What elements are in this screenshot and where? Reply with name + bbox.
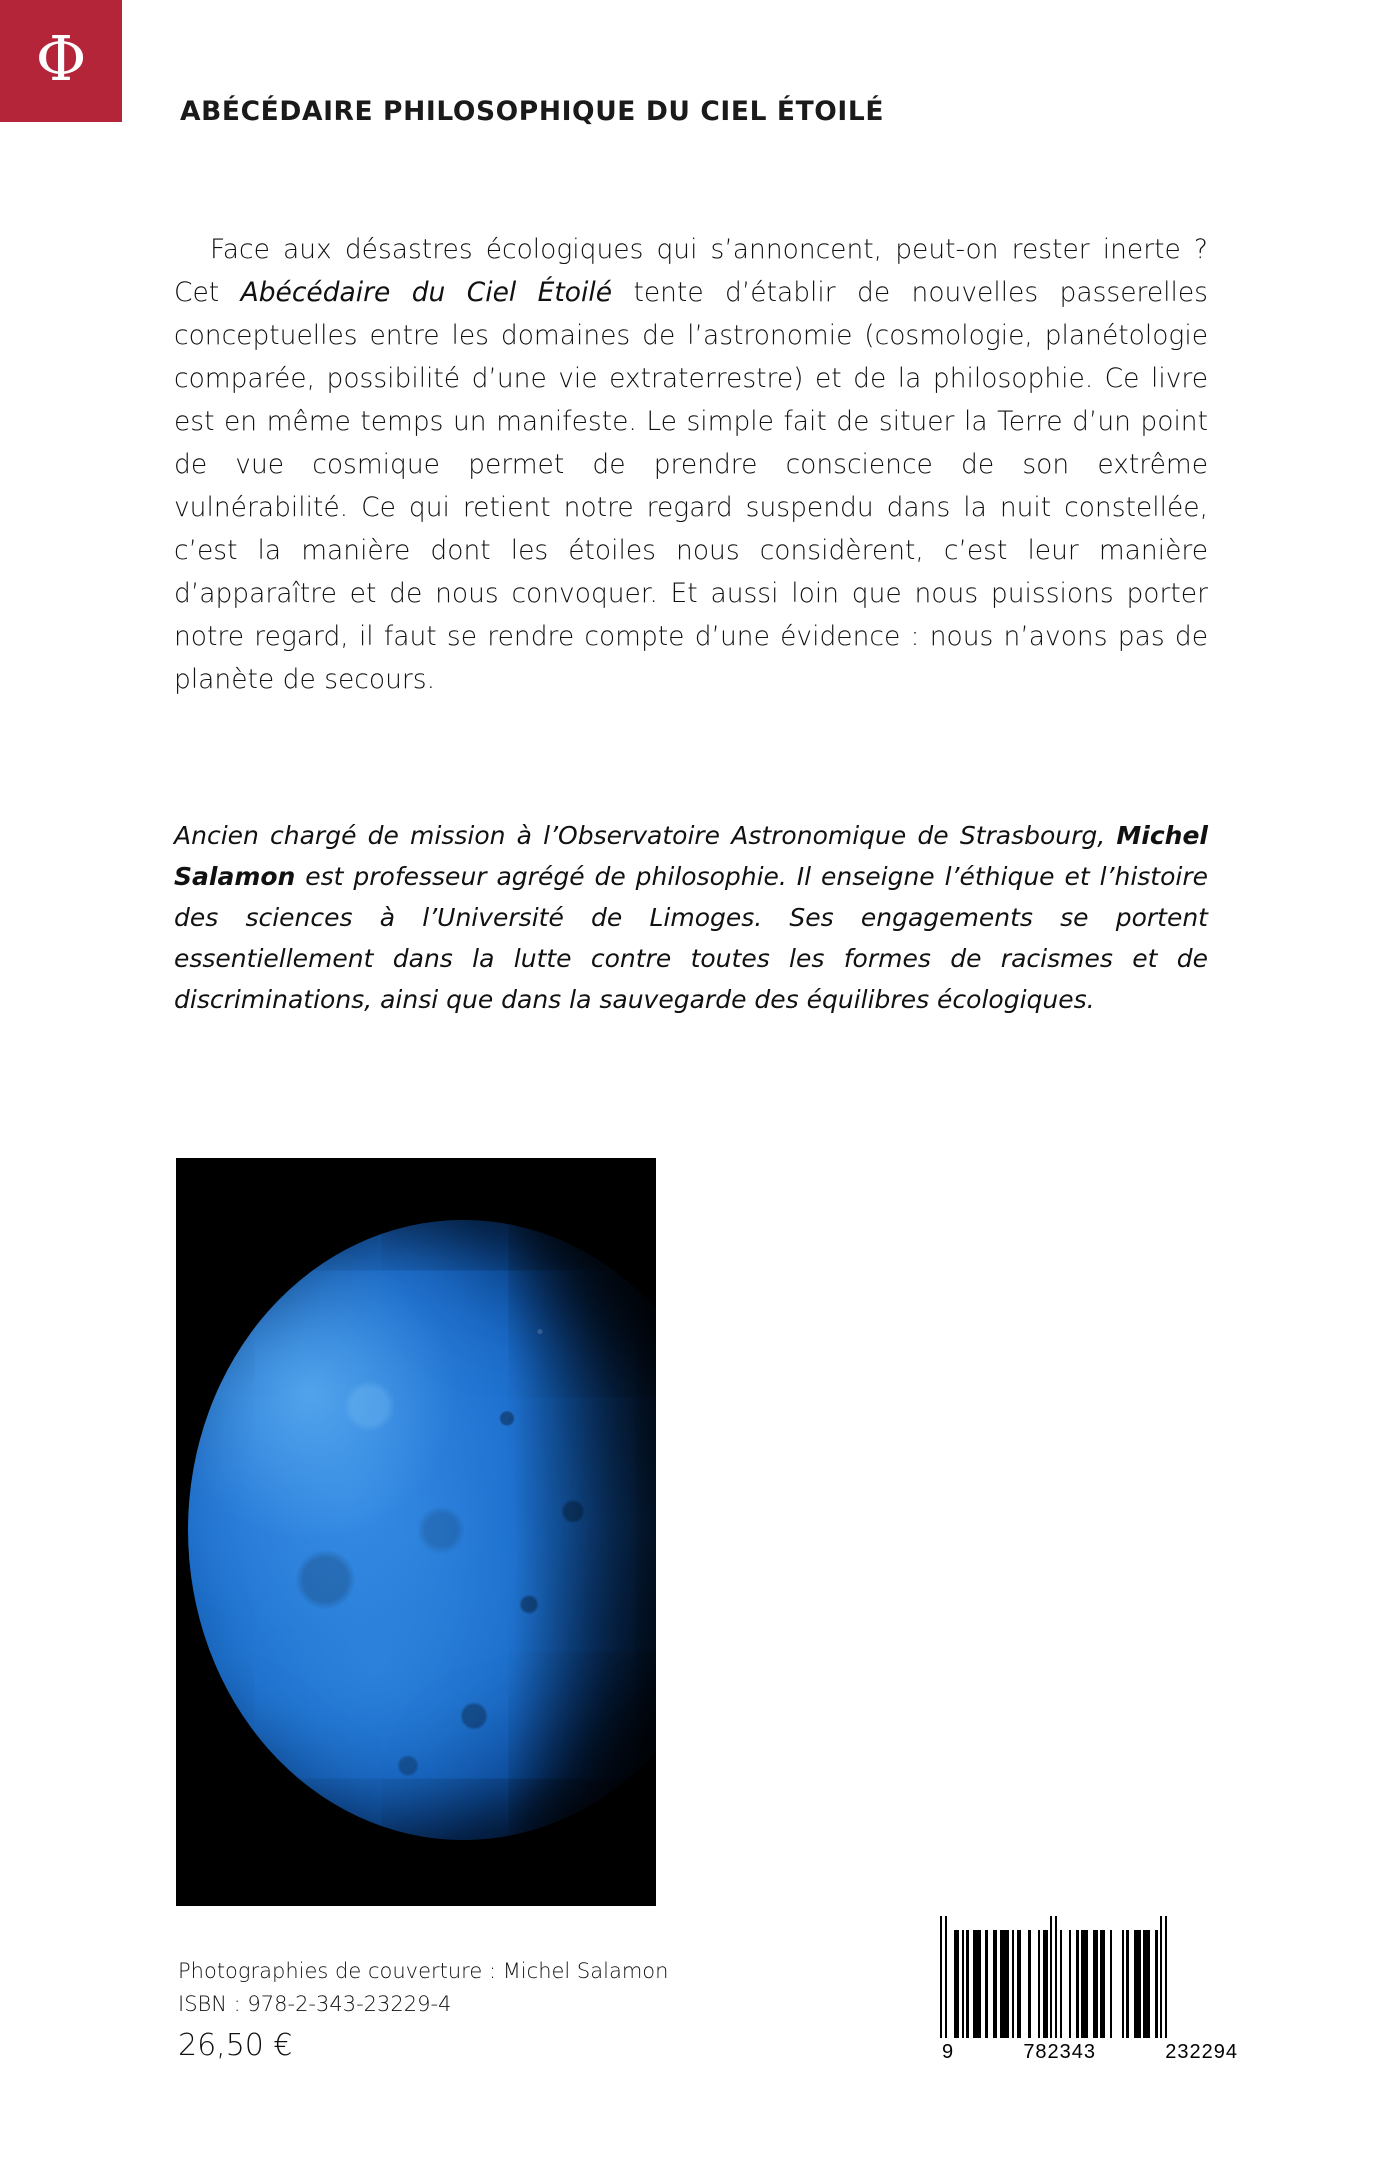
blurb-paragraph [174,228,1208,701]
blurb-part-2: tente d’établir de nouvelles passerelles conceptuelles entre les domaines de l’astronomie (cosmologie, planétologie comparée, possibilité d’une vie extraterrestre) et de la philosophie. Ce livre est en même temps un manifeste. Le simple fait de situer la Terre d’un point de vue cosmique permet de prendre conscience de son extrême vulnérabilité. Ce qui retient notre regard suspendu dans la nuit constellée, c’est la manière dont les étoiles nous considèrent, c’est leur manière d’apparaître et de nous convoquer. Et aussi loin que nous puissions porter notre regard, il faut se rendre compte d’une évidence : nous n’avons pas de planète de secours. [174,277,1208,695]
moon-terminator [513,1220,656,1840]
blurb-part-1: Face aux désastres écologiques qui s’annoncent, peut-on rester inerte ? Cet [174,234,1208,308]
cover-credit-line: Photographies de couverture : Michel Salamon [178,1959,669,1983]
barcode [940,1930,1240,2064]
author-bio [174,815,1208,1020]
barcode-digits [940,2041,1240,2064]
publisher-logo [0,0,122,122]
phi-icon: Φ [35,22,87,95]
price-label: 26,50 € [178,2028,293,2063]
page-title: ABÉCÉDAIRE PHILOSOPHIQUE DU CIEL ÉTOILÉ [180,96,885,127]
bio-part-2: est professeur agrégé de philosophie. Il enseigne l’éthique et l’histoire des sciences à l’Université de Limoges. Ses engagements se portent essentiellement dans la lutte contre toutes les formes de racismes et de discriminations, ainsi que dans la sauvegarde des équilibres écologiques. [174,862,1208,1014]
moon-disc [188,1220,656,1840]
barcode-bars [940,1930,1240,2038]
blurb-book-title: Abécédaire du Ciel Étoilé [240,277,613,308]
bio-part-1: Ancien chargé de mission à l’Observatoire Astronomique de Strasbourg, [174,821,1117,850]
moon-photo [176,1158,656,1906]
isbn-line: ISBN : 978-2-343-23229-4 [178,1992,452,2016]
author-name: Michel Salamon [174,821,1208,891]
footer-credits [178,1955,668,2021]
barcode-digit-left: 9 [942,2041,955,2063]
barcode-digit-right: 232294 [1165,2041,1238,2063]
barcode-digit-mid: 782343 [1023,2041,1097,2063]
